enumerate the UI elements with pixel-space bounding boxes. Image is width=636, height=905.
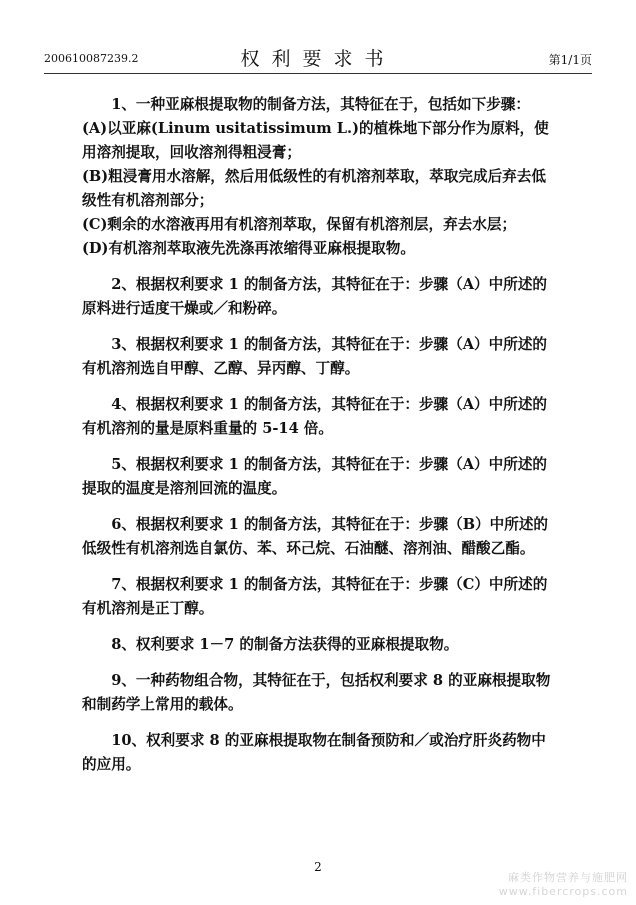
claim-6	[82, 513, 560, 561]
claim-4-text: 4、根据权利要求 1 的制备方法，其特征在于：步骤（A）中所述的有机溶剂的量是原料重量的 5-14 倍。	[82, 396, 548, 437]
claim-7	[82, 573, 560, 621]
claim-1	[82, 93, 560, 261]
claim-5	[82, 453, 560, 501]
claim-8-text: 8、权利要求 1－7 的制备方法获得的亚麻根提取物。	[111, 636, 459, 653]
claim-3-text: 3、根据权利要求 1 的制备方法，其特征在于：步骤（A）中所述的有机溶剂选自甲醇、乙醇、异丙醇、丁醇。	[82, 336, 548, 377]
watermark-url: www.fibercrops.com	[498, 885, 628, 898]
claim-2	[82, 273, 560, 321]
claim-1-step-b: (B)粗浸膏用水溶解，然后用低级性的有机溶剂萃取，萃取完成后弃去低级性有机溶剂部分；	[82, 168, 546, 209]
claim-7-text: 7、根据权利要求 1 的制备方法，其特征在于：步骤（C）中所述的有机溶剂是正丁醇。	[82, 576, 548, 617]
page-indicator: 第1/1页	[548, 53, 592, 67]
claim-10	[82, 729, 560, 777]
claim-6-text: 6、根据权利要求 1 的制备方法，其特征在于：步骤（B）中所述的低级性有机溶剂选自氯仿、苯、环己烷、石油醚、溶剂油、醋酸乙酯。	[82, 516, 549, 557]
claim-9-text: 9、一种药物组合物，其特征在于，包括权利要求 8 的亚麻根提取物和制药学上常用的载体。	[82, 672, 551, 713]
claim-5-text: 5、根据权利要求 1 的制备方法，其特征在于：步骤（A）中所述的提取的温度是溶剂回流的温度。	[82, 456, 548, 497]
claim-2-text: 2、根据权利要求 1 的制备方法，其特征在于：步骤（A）中所述的原料进行适度干燥或／和粉碎。	[82, 276, 548, 317]
application-number: 200610087239.2	[44, 52, 139, 65]
claim-8	[82, 633, 560, 657]
claim-1-intro: 1、一种亚麻根提取物的制备方法，其特征在于，包括如下步骤：	[111, 96, 530, 113]
header-divider	[44, 73, 592, 74]
page-header	[44, 40, 592, 70]
claim-9	[82, 669, 560, 717]
claim-10-text: 10、权利要求 8 的亚麻根提取物在制备预防和／或治疗肝炎药物中的应用。	[82, 732, 546, 773]
claim-1-step-c: (C)剩余的水溶液再用有机溶剂萃取，保留有机溶剂层，弃去水层；	[82, 216, 517, 233]
page-number: 2	[314, 860, 322, 874]
watermark-site-name: 麻类作物营养与施肥网	[508, 871, 628, 884]
claims-body	[82, 93, 560, 789]
document-title: 权利要求书	[240, 48, 396, 70]
claim-4	[82, 393, 560, 441]
claim-1-step-a: (A)以亚麻(Linum usitatissimum L.)的植株地下部分作为原料，使用溶剂提取，回收溶剂得粗浸膏；	[82, 120, 549, 161]
claim-1-step-d: (D)有机溶剂萃取液先洗涤再浓缩得亚麻根提取物。	[82, 240, 415, 257]
claim-3	[82, 333, 560, 381]
